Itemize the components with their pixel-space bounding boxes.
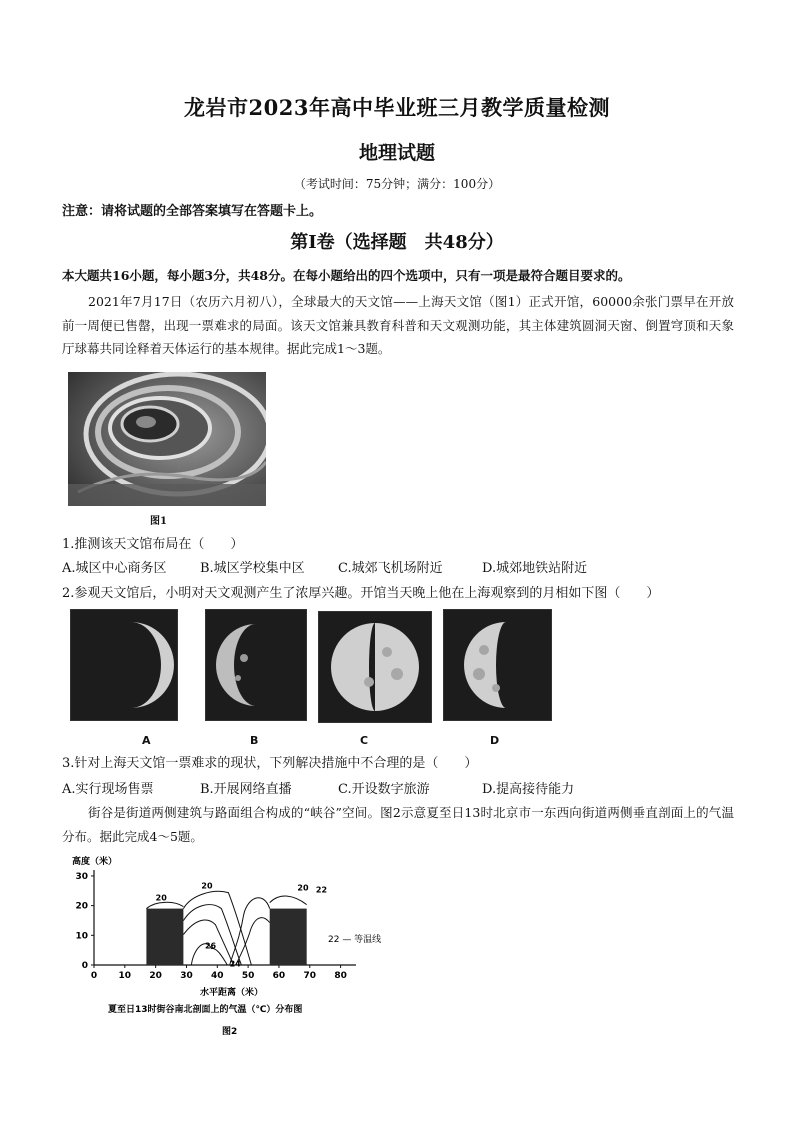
moon-a-icon [71,610,177,720]
chart-legend: 22 — 等温线 [328,935,382,945]
y-tick-label: 30 [75,871,88,882]
chart-buildings [146,909,306,965]
chart-ylabel: 高度（米） [72,857,118,867]
question-1-options [62,557,742,576]
moon-phase-d[interactable] [443,609,552,721]
chart-xlabel: 水平距离（米） [200,988,264,998]
question-3-stem: 3.针对上海天文馆一票难求的现状，下列解决措施中不合理的是（ ） [62,756,478,771]
moon-phase-a[interactable] [70,609,178,721]
q1-option-b[interactable]: B.城区学校集中区 [200,561,305,576]
x-tick-label: 70 [303,971,317,981]
q3-option-b[interactable]: B.开展网络直播 [200,782,292,797]
planetarium-illustration [68,372,266,506]
q3-option-c[interactable]: C.开设数字旅游 [338,782,430,797]
exam-title: 龙岩市2023年高中毕业班三月教学质量检测 [184,95,610,120]
moon-phase-b[interactable] [205,609,307,721]
x-tick-label: 20 [149,971,162,981]
building-1 [146,909,183,965]
y-tick-label: 0 [81,961,88,971]
isotherm-label: 26 [204,941,217,951]
chart-title: 夏至日13时街谷南北剖面上的气温（℃）分布图 [108,1005,303,1015]
moon-label-b: B [250,734,259,747]
moon-phase-c[interactable] [318,611,432,723]
exam-meta: （考试时间：75分钟；满分：100分） [293,177,501,191]
moon-label-c: C [360,734,369,747]
moon-d-icon [444,610,551,720]
moon-c-icon [319,612,431,722]
figure-1-caption: 图1 [150,516,167,527]
x-tick-label: 50 [241,971,255,981]
isotherm-label: 20 [155,893,167,903]
x-tick-label: 40 [211,971,224,981]
figure-1-photo [68,372,266,506]
section-title: 第Ⅰ卷（选择题 共48分） [290,232,504,253]
x-tick-label: 80 [334,971,347,981]
y-tick-label: 20 [75,901,88,912]
figure-2-caption: 图2 [222,1027,238,1037]
question-1-stem: 1.推测该天文馆布局在（ ） [62,537,244,552]
isotherm-label: 22 [315,885,328,895]
exam-notice: 注意：请将试题的全部答案填写在答题卡上。 [62,204,323,219]
moon-b-icon [206,610,306,720]
passage-2: 街谷是街道两侧建筑与路面组合构成的“峡谷”空间。图2示意夏至日13时北京市一东西向街道两侧垂直剖面上的气温分布。据此完成4～5题。 [62,805,734,844]
x-tick-label: 10 [118,971,132,981]
x-tick-label: 60 [272,971,286,981]
x-tick-label: 30 [180,971,193,981]
q3-option-a[interactable]: A.实行现场售票 [62,782,154,797]
q1-option-a[interactable]: A.城区中心商务区 [62,561,167,576]
isotherm-label: 20 [201,881,213,891]
isotherm-label: 24 [229,959,241,969]
q1-option-d[interactable]: D.城郊地铁站附近 [482,561,588,576]
q3-option-d[interactable]: D.提高接待能力 [482,782,575,797]
passage-1: 2021年7月17日（农历六月初八），全球最大的天文馆——上海天文馆（图1）正式开馆，60000余张门票早在开放前一周便已售罄，出现一票难求的局面。该天文馆兼具教育科普和天文观测功能，其主体建筑圆洞天窗、倒置穹顶和天象厅球幕共同诠释着天体运行的基本规律。据此完成1～3题。 [62,294,734,356]
y-tick-label: 10 [75,931,88,942]
isotherm-label: 20 [297,883,309,893]
building-2 [270,909,307,965]
moon-label-d: D [490,734,500,747]
question-2-stem: 2.参观天文馆后，小明对天文观测产生了浓厚兴趣。开馆当天晚上他在上海观察到的月相如下图（ ） [62,586,660,601]
isotherm-7 [146,902,183,908]
isotherm-6 [236,918,270,965]
section-instruction: 本大题共16小题，每小题3分，共48分。在每小题给出的四个选项中，只有一项是最符合题目要求的。 [62,268,631,283]
moon-label-a: A [142,734,151,747]
q1-option-c[interactable]: C.城郊飞机场附近 [338,561,443,576]
exam-subtitle: 地理试题 [358,142,435,164]
figure-2-chart [60,852,400,1040]
question-3-options [62,778,742,797]
x-tick-label: 0 [90,971,98,981]
isotherm-8 [270,896,307,905]
